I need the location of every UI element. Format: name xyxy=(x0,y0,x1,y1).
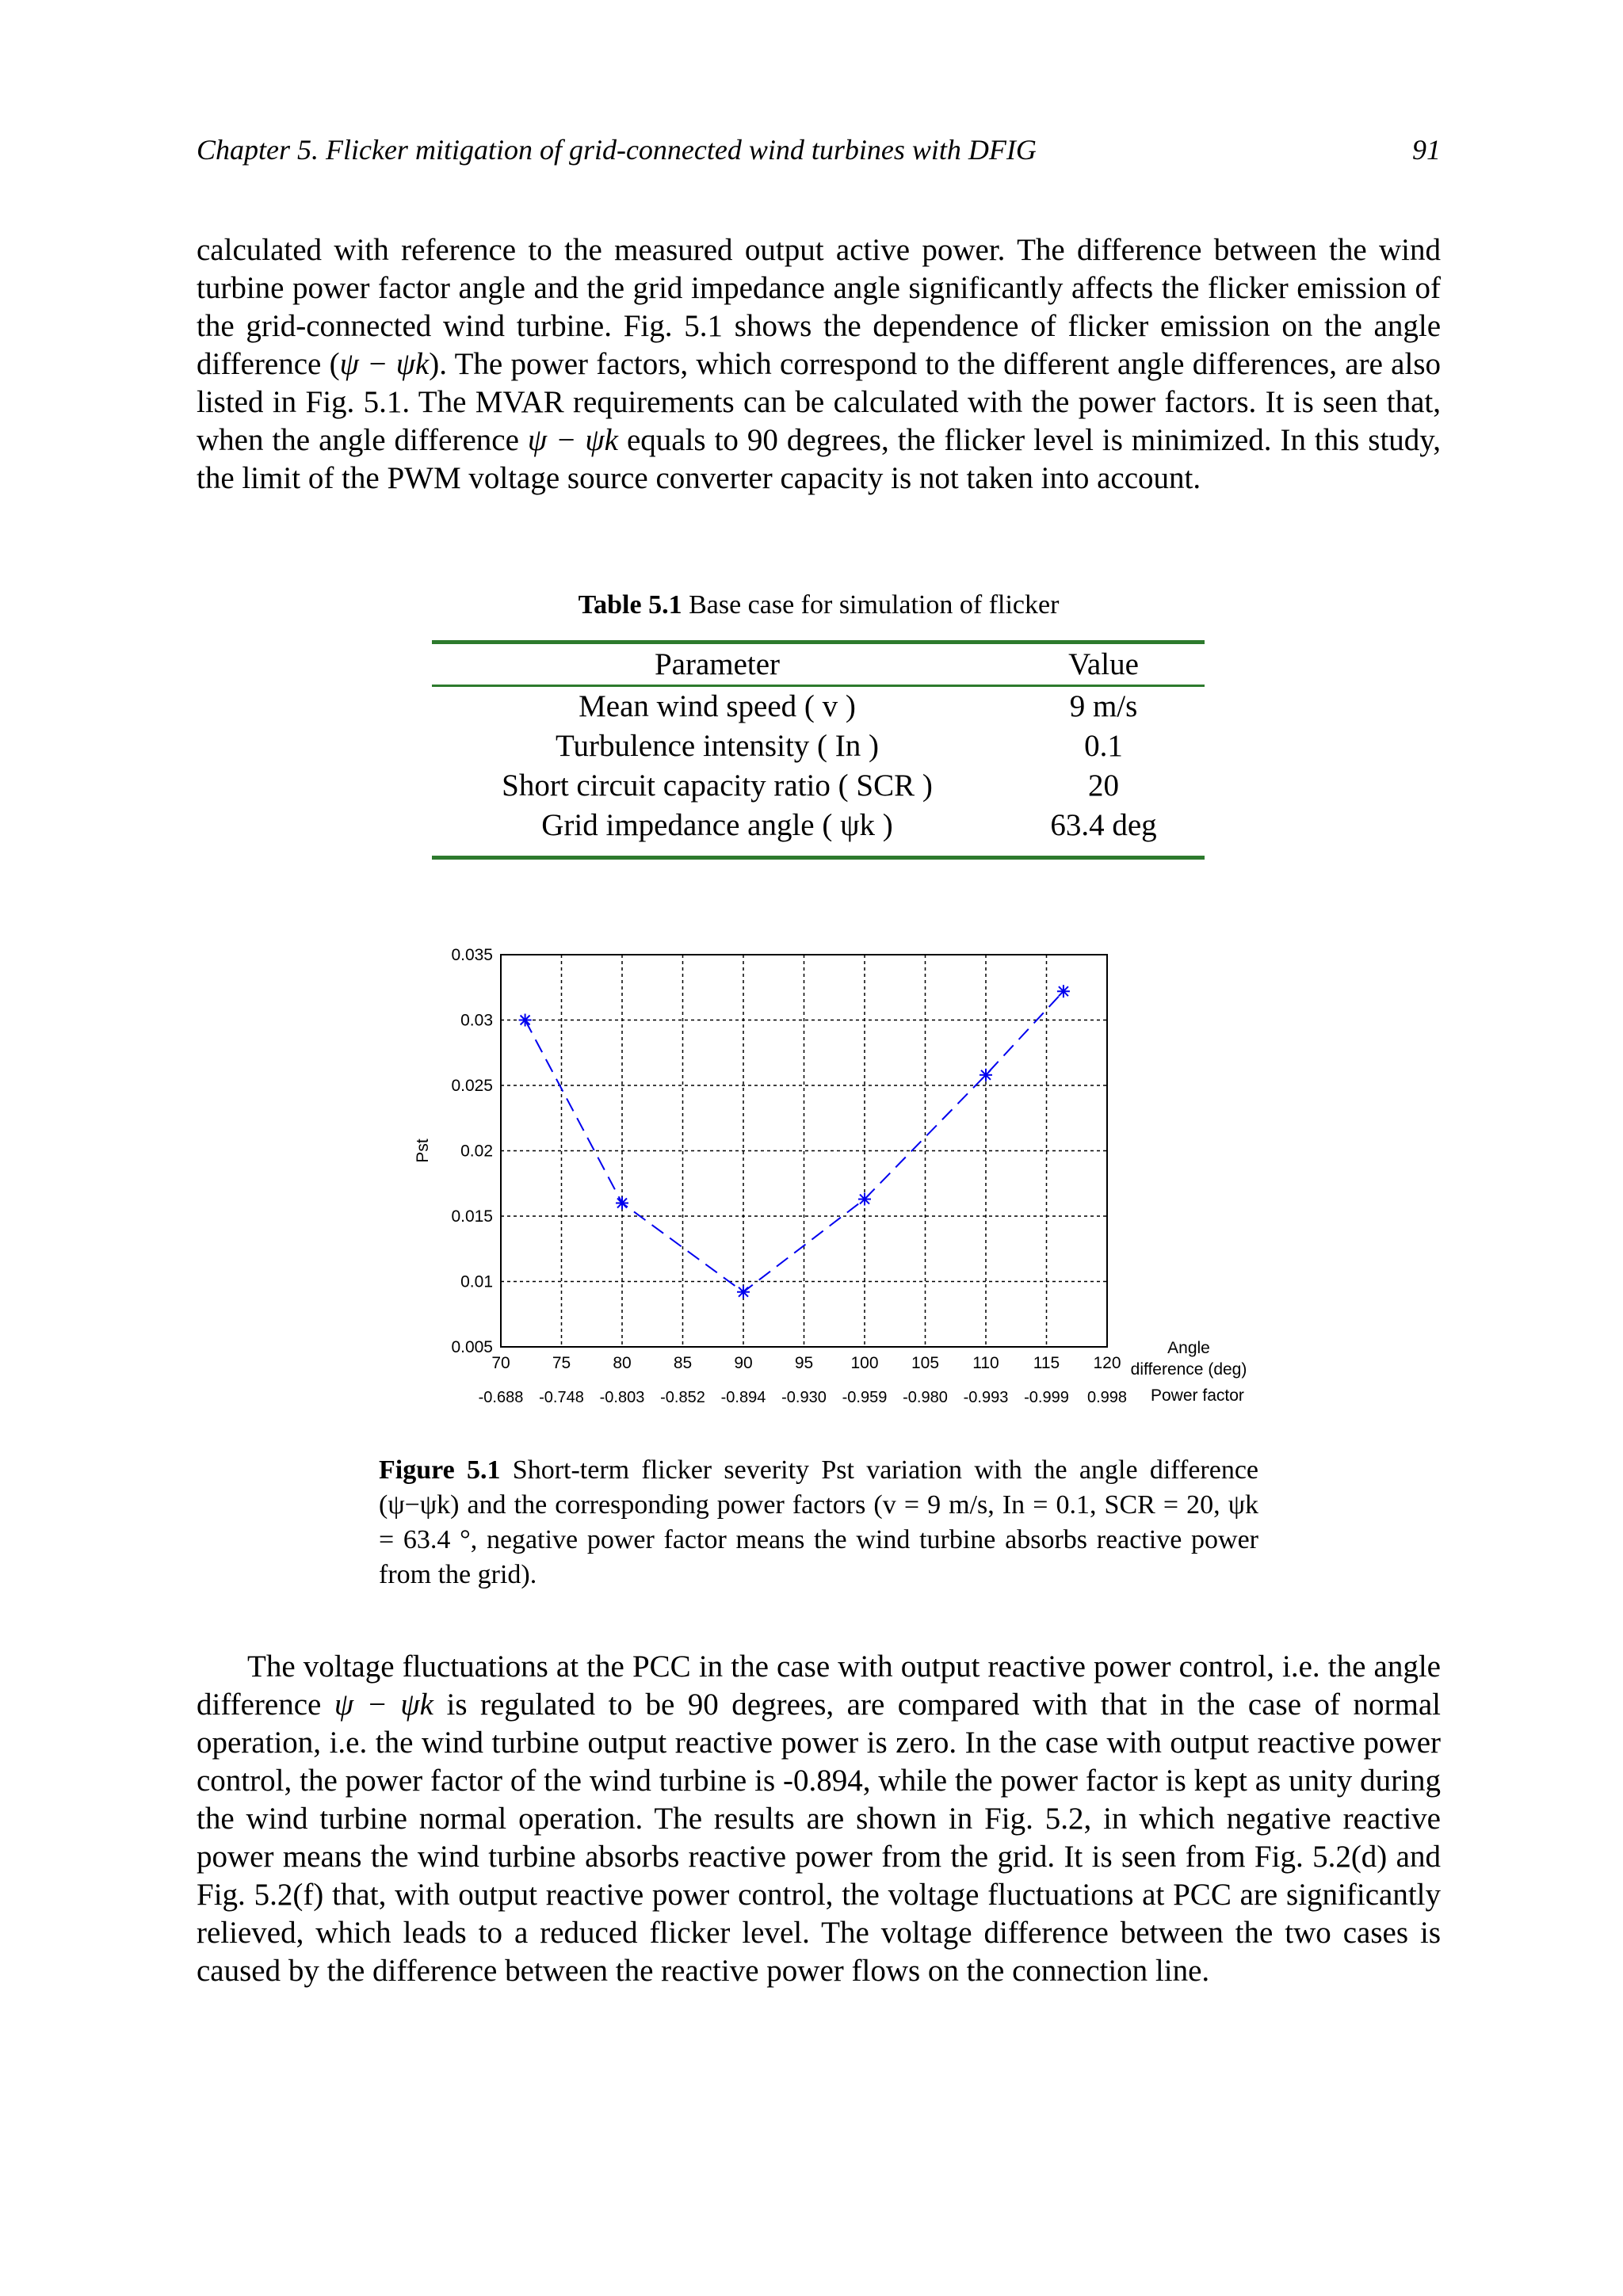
data-point-marker xyxy=(737,1286,750,1299)
y-tick-label: 0.01 xyxy=(460,1272,493,1291)
power-factor-tick-label: -0.803 xyxy=(599,1389,645,1406)
table-cell-parameter: Turbulence intensity ( In ) xyxy=(556,729,879,763)
figure-caption-text: Short-term flicker severity Pst variation with the angle difference (ψ−ψk) and the corresponding power factors (v = 9 m/s, In = 0.1, SCR = 20, ψk = 63.4 °, negative power factor means the wind turbine absorbs reactive power from the grid). xyxy=(379,1455,1258,1589)
data-point-marker xyxy=(980,1069,992,1081)
power-factor-tick-label: -0.688 xyxy=(478,1389,524,1406)
table-cell-parameter: Short circuit capacity ratio ( SCR ) xyxy=(502,769,933,803)
y-tick-label: 0.015 xyxy=(451,1207,493,1226)
power-factor-tick-label: -0.993 xyxy=(963,1389,1009,1406)
power-factor-tick-label: -0.959 xyxy=(842,1389,888,1406)
power-factor-axis-label: Power factor xyxy=(1151,1386,1244,1405)
y-tick-labels xyxy=(451,946,493,1356)
table-bottom-rule xyxy=(432,856,1205,860)
paragraph-intro-text-2: ). The power factors, which correspond to the different angle differences, are also listed in Fig. 5.1. The MVAR requirements can be calculated with the power factors. It is seen that, when the angle difference xyxy=(197,347,1441,457)
x-tick-label: 90 xyxy=(734,1354,753,1372)
power-factor-tick-label: -0.748 xyxy=(539,1389,584,1406)
chapter-title: Chapter 5. Flicker mitigation of grid-connected wind turbines with DFIG xyxy=(197,134,1037,166)
power-factor-tick-label: -0.999 xyxy=(1024,1389,1069,1406)
power-factor-tick-label: -0.980 xyxy=(903,1389,948,1406)
x-tick-label: 75 xyxy=(552,1354,571,1372)
chart-grid xyxy=(501,955,1107,1347)
y-tick-label: 0.035 xyxy=(451,946,493,964)
power-factor-tick-label: -0.852 xyxy=(660,1389,705,1406)
power-factor-tick-label: -0.894 xyxy=(720,1389,766,1406)
y-tick-label: 0.005 xyxy=(451,1338,493,1356)
data-point-marker xyxy=(519,1014,532,1027)
figure-caption xyxy=(379,1453,1258,1592)
x-axis-label-line2: difference (deg) xyxy=(1130,1360,1247,1379)
paragraph-results-text-2: is regulated to be 90 degrees, are compared with that in the case of normal operation, i.e. the wind turbine output reactive power is zero. In the case with output reactive power control, the power factor of the wind turbine is -0.894, while the power factor is kept as unity during the wind turbine normal operation. The results are shown in Fig. 5.2, in which negative reactive power means the wind turbine absorbs reactive power from the grid. It is seen from Fig. 5.2(d) and Fig. 5.2(f) that, with output reactive power control, the voltage fluctuations at PCC are significantly relieved, which leads to a reduced flicker level. The voltage difference between the two cases is caused by the difference between the reactive power flows on the connection line. xyxy=(197,1688,1442,1988)
paragraph-intro-text-3: equals to 90 degrees, the flicker level is minimized. In this study, the limit of the PWM voltage source converter capacity is not taken into account. xyxy=(197,423,1441,495)
table-header-parameter: Parameter xyxy=(432,645,1002,686)
table-top-rule xyxy=(432,640,1205,644)
power-factor-tick-label: 0.998 xyxy=(1086,1389,1128,1406)
x-tick-label: 120 xyxy=(1093,1354,1121,1372)
x-axis-label-line1: Angle xyxy=(1167,1339,1210,1357)
table-row xyxy=(432,806,1205,845)
x-tick-label: 85 xyxy=(673,1354,693,1372)
paragraph-results-text-1: The voltage fluctuations at the PCC in the case with output reactive power control, i.e. the angle difference xyxy=(197,1650,1441,1722)
table-cell-value: 0.1 xyxy=(1084,729,1123,763)
y-tick-label: 0.025 xyxy=(451,1077,493,1095)
math-angle-difference: ψ − ψk xyxy=(334,1688,433,1722)
x-tick-labels xyxy=(491,1354,1121,1372)
y-tick-label: 0.03 xyxy=(460,1011,493,1030)
page-number: 91 xyxy=(1412,134,1441,166)
table-row xyxy=(432,727,1205,766)
x-tick-label: 110 xyxy=(972,1354,999,1372)
table-caption xyxy=(197,588,1441,623)
power-factor-tick-label: -0.930 xyxy=(781,1389,827,1406)
paragraph-intro xyxy=(197,231,1441,498)
data-point-marker xyxy=(858,1193,871,1206)
y-tick-label: 0.02 xyxy=(460,1142,493,1161)
power-factor-labels xyxy=(479,1389,1127,1406)
table-header-value: Value xyxy=(1002,645,1205,686)
paragraph-results xyxy=(197,1648,1441,1990)
table-caption-text: Base case for simulation of flicker xyxy=(682,590,1060,620)
data-point-marker xyxy=(616,1197,628,1210)
pst-series-line xyxy=(525,991,1064,1292)
table-row xyxy=(432,766,1205,806)
table-cell-value: 63.4 deg xyxy=(1050,808,1157,842)
x-tick-label: 105 xyxy=(911,1354,940,1372)
math-angle-difference: ψ − ψk xyxy=(527,423,618,457)
parameter-table xyxy=(432,645,1205,845)
x-tick-label: 70 xyxy=(491,1354,510,1372)
table-cell-parameter: Mean wind speed ( v ) xyxy=(579,689,856,723)
y-axis-label: Pst xyxy=(414,1138,432,1163)
table-cell-parameter: Grid impedance angle ( ψk ) xyxy=(541,808,893,842)
pst-chart xyxy=(396,935,1268,1426)
table-header-row xyxy=(432,645,1205,686)
table-cell-value: 9 m/s xyxy=(1069,689,1138,723)
math-angle-difference: ψ − ψk xyxy=(339,347,430,381)
table-cell-value: 20 xyxy=(1088,769,1119,803)
x-tick-label: 115 xyxy=(1033,1354,1060,1372)
paragraph-intro-text-1: calculated with reference to the measured output active power. The difference between the wind turbine power factor angle and the grid impedance angle significantly affects the flicker emission of the grid-connected wind turbine. Fig. 5.1 shows the dependence of flicker emission on the angle difference ( xyxy=(197,233,1441,381)
table-row xyxy=(432,686,1205,727)
x-tick-label: 100 xyxy=(850,1354,879,1372)
data-point-marker xyxy=(1057,985,1070,997)
page-header xyxy=(197,133,1441,173)
figure-caption-label: Figure 5.1 xyxy=(379,1455,501,1485)
x-tick-label: 80 xyxy=(613,1354,632,1372)
pst-markers xyxy=(519,985,1070,1299)
table-caption-label: Table 5.1 xyxy=(578,590,682,620)
x-tick-label: 95 xyxy=(794,1354,814,1372)
